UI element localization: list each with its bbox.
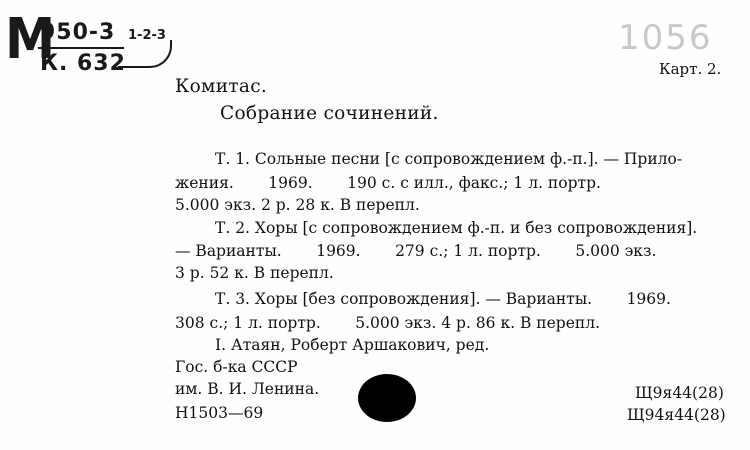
- handwritten-location-letter: М: [5, 7, 54, 72]
- handwritten-underline: [38, 47, 124, 49]
- work-title: Собрание сочинений.: [220, 103, 439, 124]
- author-heading: Комитас.: [175, 76, 268, 97]
- card-number: Карт. 2.: [659, 60, 722, 78]
- volume-2-line: — Варианты. 1969. 279 с.; 1 л. портр. 5.000 экз.: [175, 242, 657, 260]
- punch-hole: [358, 374, 416, 422]
- faint-stamp-number: 1056: [618, 18, 713, 58]
- volume-3-line: 308 с.; 1 л. портр. 5.000 экз. 4 р. 86 к. В перепл.: [175, 314, 601, 332]
- classification-code: Щ9я44(28): [635, 384, 724, 402]
- library-name: Гос. б-ка СССР: [175, 358, 298, 376]
- classification-code: Щ94я44(28): [627, 406, 726, 424]
- editor-tracing: I. Атаян, Роберт Аршакович, ред.: [215, 336, 490, 354]
- volume-1-line: 5.000 экз. 2 р. 28 к. В перепл.: [175, 196, 420, 214]
- volume-1-line: Т. 1. Сольные песни [с сопровождением ф.-п.]. — Прило-: [215, 150, 683, 168]
- handwritten-brace-mark: [118, 40, 172, 68]
- volume-1-line: жения. 1969. 190 с. с илл., факс.; 1 л. портр.: [175, 174, 601, 192]
- library-name-2: им. В. И. Ленина.: [175, 380, 320, 398]
- handwritten-shelf-code: 950-3: [40, 20, 116, 45]
- card-id: Н1503—69: [175, 404, 264, 422]
- handwritten-call-number: К. 632: [40, 51, 126, 76]
- handwritten-volume-range: 1-2-3: [128, 28, 166, 43]
- volume-3-line: Т. 3. Хоры [без сопровождения]. — Варианты. 1969.: [215, 290, 671, 308]
- volume-2-line: Т. 2. Хоры [с сопровождением ф.-п. и без сопровождения].: [215, 219, 698, 237]
- volume-2-line: 3 р. 52 к. В перепл.: [175, 264, 334, 282]
